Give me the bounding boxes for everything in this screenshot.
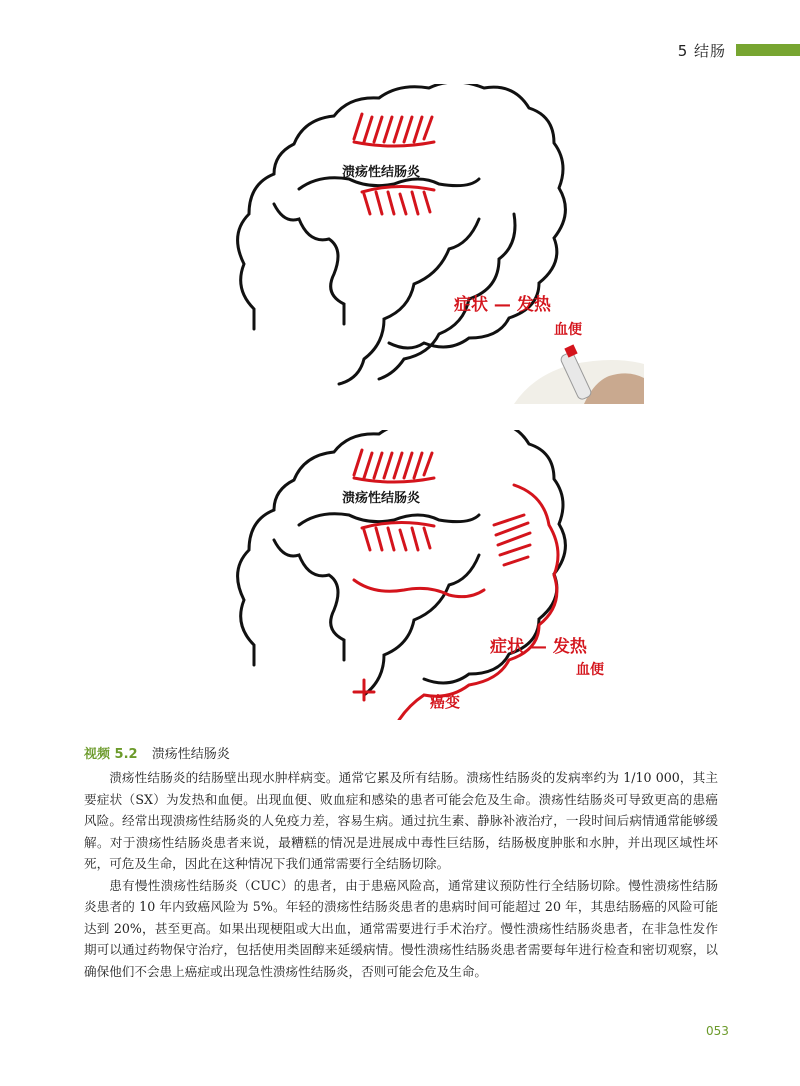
caption-number: 视频 5.2: [84, 747, 138, 762]
colon-diagram-1: [214, 84, 644, 404]
colon-drawing-2: [214, 430, 644, 720]
figure-caption: [84, 745, 724, 765]
caption-title: 溃疡性结肠炎: [151, 747, 230, 762]
paragraph-1: 溃疡性结肠炎的结肠壁出现水肿样病变。通常它累及所有结肠。溃疡性结肠炎的发病率约为 1/10 000，其主要症状（SX）为发热和血便。出现血便、败血症和感染的患者可能会危及生命。溃疡性结肠炎可导致更高的患癌风险。经常出现溃疡性结肠炎的人免疫力差，容易生病。通过抗生素、静脉补液治疗，一段时间后病情通常能够缓解。对于溃疡性结肠炎患者来说，最糟糕的情况是进展成中毒性巨结肠，结肠极度肿胀和水肿，并出现区域性坏死，可危及生命，因此在这种情况下我们通常需要行全结肠切除。: [84, 770, 718, 871]
symptom-sub-label-2: 血便: [576, 662, 604, 678]
diagram-label-2: 溃疡性结肠炎: [342, 491, 421, 506]
page-header: [0, 38, 800, 64]
colon-diagram-2: [214, 430, 644, 720]
chapter-color-bar: [736, 44, 800, 56]
cancer-label: 癌变: [430, 693, 461, 711]
colon-drawing-1: [214, 84, 644, 404]
page-number: 053: [706, 1024, 729, 1038]
symptom-label-2: 症状 — 发热: [490, 637, 587, 657]
diagram-label-1: 溃疡性结肠炎: [342, 165, 421, 180]
symptom-label-1: 症状 — 发热: [454, 295, 551, 315]
chapter-title: 5 结肠: [677, 42, 726, 60]
hand-with-marker-icon: [514, 344, 644, 404]
symptom-sub-label-1: 血便: [554, 322, 582, 338]
body-text: [84, 767, 718, 982]
paragraph-2: 患有慢性溃疡性结肠炎（CUC）的患者，由于患癌风险高，通常建议预防性行全结肠切除。慢性溃疡性结肠炎患者的 10 年内致癌风险为 5%。年轻的溃疡性结肠炎患者的患病时间可能超过 20 年，其患结肠癌的风险可能达到 20%，甚至更高。如果出现梗阻或大出血，通常需要进行手术治疗。慢性溃疡性结肠炎患者，在非急性发作期可以通过药物保守治疗，包括使用类固醇来延缓病情。慢性溃疡性结肠炎患者需要每年进行检查和密切观察，以确保他们不会患上癌症或出现急性溃疡性结肠炎，否则可能会危及生命。: [84, 877, 718, 979]
